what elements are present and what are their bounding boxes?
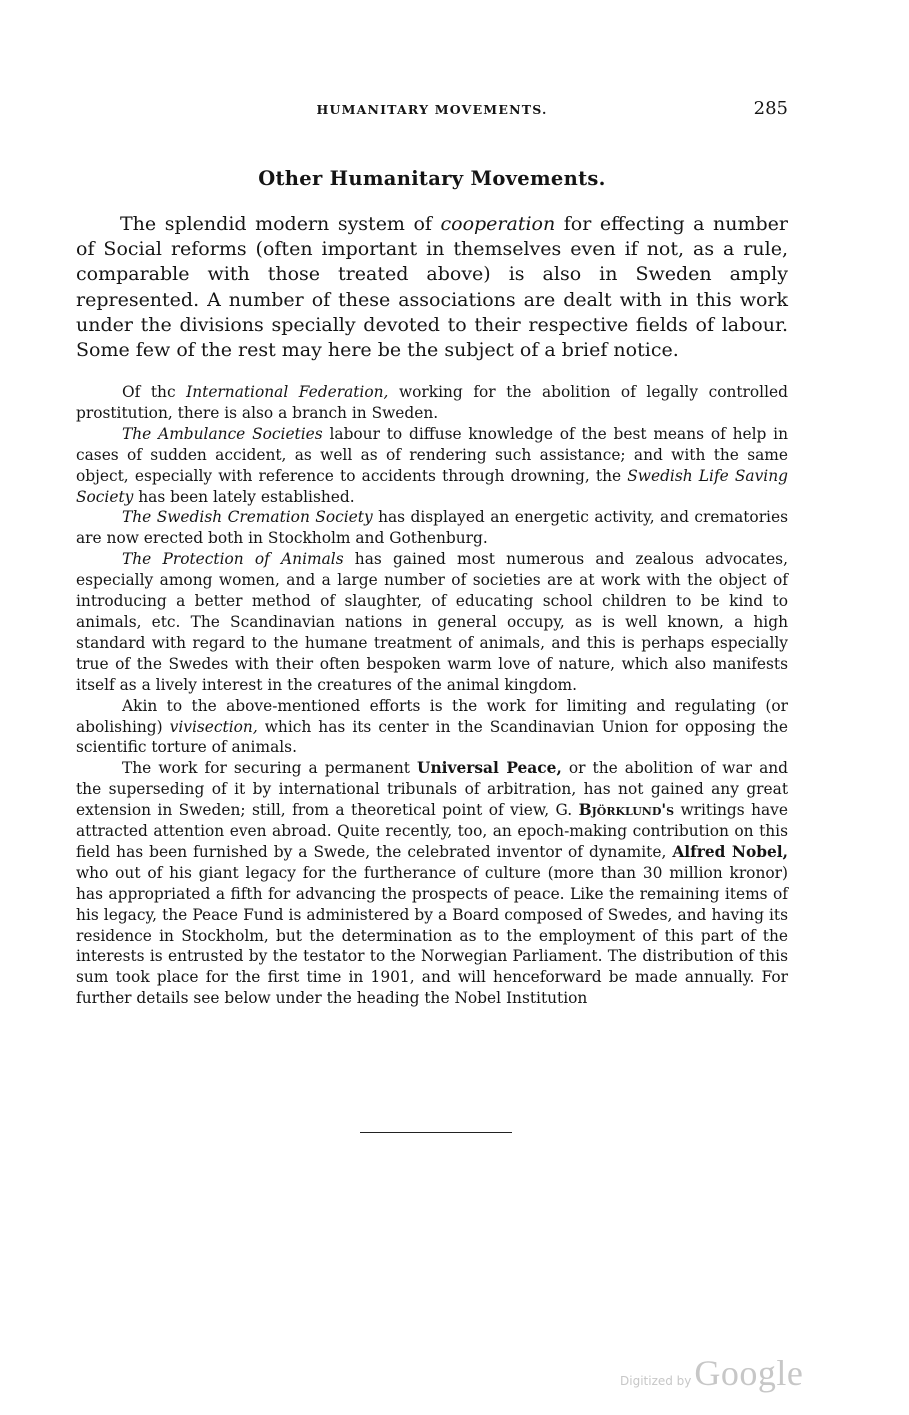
intro-paragraph xyxy=(76,212,788,363)
text-run: Akin to the above-mentioned efforts is the work for limiting and regulating (or abolishing) xyxy=(76,696,788,736)
bold-alfred-nobel: Alfred Nobel, xyxy=(672,842,788,861)
google-logo: Google xyxy=(694,1353,804,1393)
text-run: working for the abolition of legally controlled prostitution, there is also a branch in Sweden. xyxy=(76,383,788,422)
digitized-by-google-watermark xyxy=(620,1352,803,1394)
text-run: has gained most numerous and zealous advocates, especially among women, and a large number of societies are at work with the object of introducing a better method of slaughter, of educating school children to be kind to animals, etc. The Scandinavian nations in general occupy, as is well known, a high standard with regard to the humane treatment of animals, and this is perhaps especially true of the Swedes with their often bespoken warm love of nature, which also manifests itself as a lively interest in the creatures of the animal kingdom. xyxy=(76,550,788,694)
section-title: Other Humanitary Movements. xyxy=(258,167,606,190)
text-run: labour to diffuse knowledge of the best means of help in cases of sudden accident, as well as of rendering such assistance; and with the same object, especially with reference to accidents through drowning, the xyxy=(76,424,789,485)
italic-international-federation: International Federation, xyxy=(186,383,389,401)
text-run: writings have attracted attention even abroad. Quite recently, too, an epoch-making contribution on this field has been furnished by a Swede, the celebrated inventor of dynamite, xyxy=(76,801,788,861)
watermark-prefix: Digitized by xyxy=(620,1374,692,1388)
page-number: 285 xyxy=(753,98,788,119)
paragraph-protection-of-animals xyxy=(76,549,788,695)
section-end-rule xyxy=(360,1132,512,1133)
bold-universal-peace: Universal Peace, xyxy=(417,759,562,778)
intro-text: for effecting a number of Social reforms (often important in themselves even if not, as a rule, comparable with those treated above) is also in Sweden amply represented. A number of these associations are dealt with in this work under the divisions specially devoted to their respective fields of labour. Some few of the rest may here be the subject of a brief notice. xyxy=(76,213,788,362)
italic-life-saving-society: Swedish Life Saving Society xyxy=(76,466,788,506)
paragraph-ambulance-societies xyxy=(76,424,788,508)
text-run: which has its center in the Scandinavian Union for opposing the scientific torture of animals. xyxy=(76,717,788,757)
italic-vivisection: vivisection, xyxy=(169,717,258,736)
text-run: Of thc xyxy=(122,383,187,401)
body-text xyxy=(76,382,788,1009)
italic-cremation-society: The Swedish Cremation Society xyxy=(122,508,373,527)
paragraph-universal-peace xyxy=(76,758,788,1009)
intro-text: The splendid modern system of xyxy=(120,213,441,235)
italic-ambulance-societies: The Ambulance Societies xyxy=(122,424,323,443)
text-run: has been lately established. xyxy=(133,487,355,506)
text-run: The work for securing a permanent xyxy=(122,759,418,778)
italic-protection-of-animals: The Protection of Animals xyxy=(122,550,344,569)
paragraph-vivisection xyxy=(76,696,788,759)
smallcaps-bjorklund: Björklund's xyxy=(578,801,675,820)
intro-italic-cooperation: cooperation xyxy=(440,213,556,235)
text-run: who out of his giant legacy for the furtherance of culture (more than 30 million kronor) has appropriated a fifth for advancing the prospects of peace. Like the remaining items of his legacy, the Peace Fund is administered by a Board composed of Swedes, and having its residence in Stockholm, but the determination as to the employment of this part of the interests is entrusted by the testator to the Norwegian Parliament. The distribution of this sum took place for the first time in 1901, and will henceforward be made annually. For further details see below under the heading the Nobel Institution xyxy=(76,863,788,1008)
paragraph-international-federation xyxy=(76,382,788,424)
running-title: HUMANITARY MOVEMENTS. xyxy=(316,102,548,117)
running-header xyxy=(76,98,788,122)
text-run: or the abolition of war and the superseding of it by international tribunals of arbitration, has not gained any great extension in Sweden; still, from a theoretical point of view, G. xyxy=(76,759,789,820)
text-run: has displayed an energetic activity, and crematories are now erected both in Stockholm and Gothenburg. xyxy=(76,508,788,548)
paragraph-cremation-society xyxy=(76,507,788,549)
